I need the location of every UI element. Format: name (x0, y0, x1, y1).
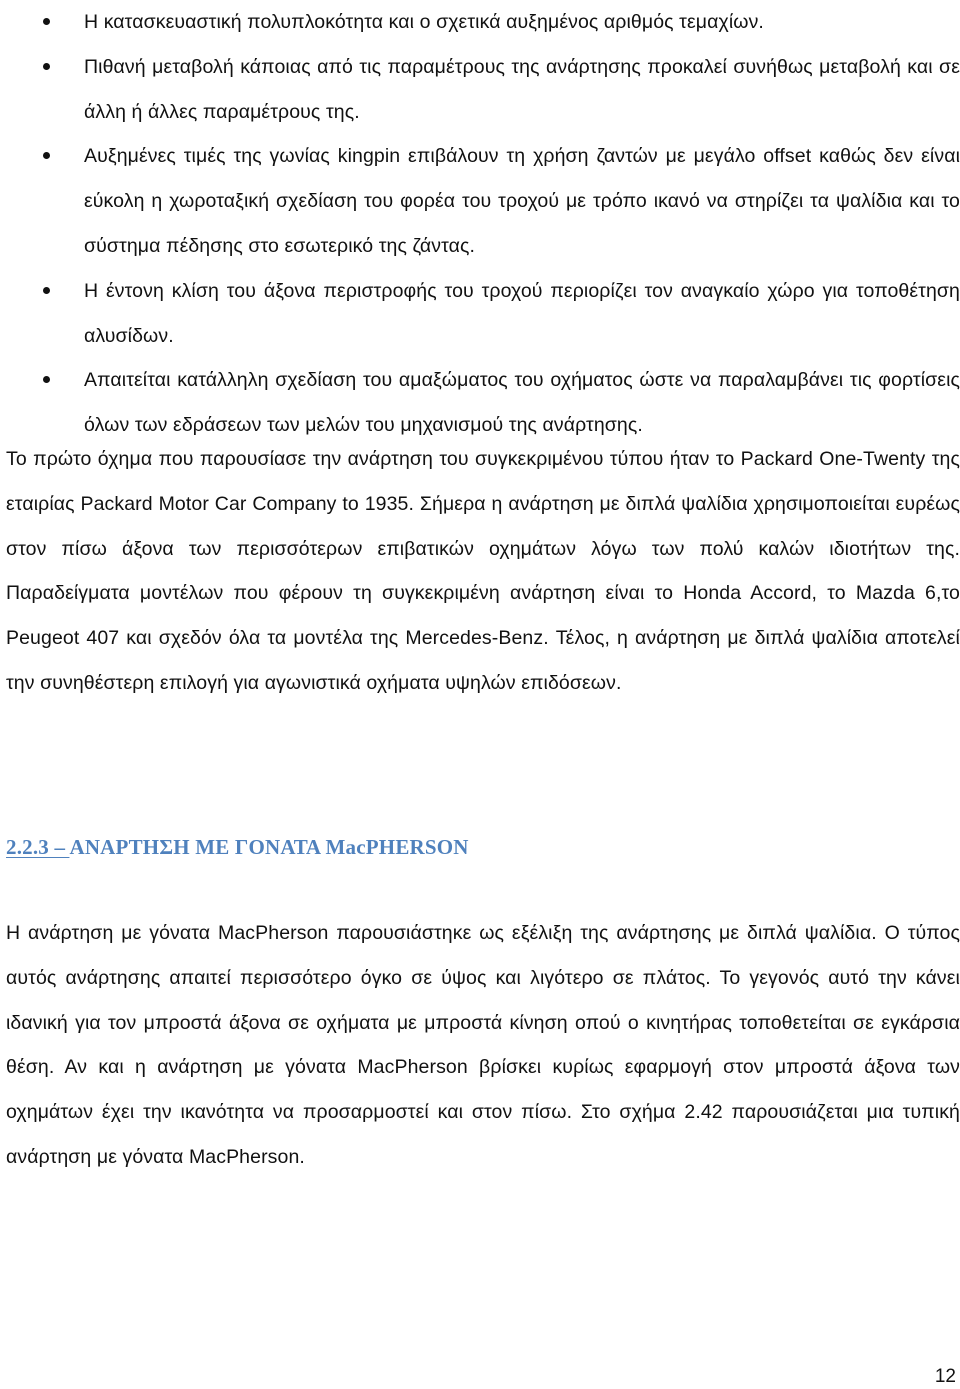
list-item-text: Η κατασκευαστική πολυπλοκότητα και ο σχετικά αυξημένος αριθμός τεμαχίων. (84, 11, 764, 33)
body-paragraph-history: Το πρώτο όχημα που παρουσίασε την ανάρτηση του συγκεκριμένου τύπου ήταν το Packard One-Twenty της εταιρίας Packard Motor Car Company to 1935. Σήμερα η ανάρτηση με διπλά ψαλίδια χρησιμοποιείται ευρέως στον πίσω άξονα των περισσότερων επιβατικών οχημάτων λόγω των πολύ καλών ιδιοτήτων της. Παραδείγματα μοντέλων που φέρουν τη συγκεκριμένη ανάρτηση είναι το Honda Accord, το Mazda 6,το Peugeot 407 και σχεδόν όλα τα μοντέλα της Mercedes-Benz. Τέλος, η ανάρτηση με διπλά ψαλίδια αποτελεί την συνηθέστερη επιλογή για αγωνιστικά οχήματα υψηλών επιδόσεων. (6, 448, 960, 694)
list-item-text: Απαιτείται κατάλληλη σχεδίαση του αμαξώματος του οχήματος ώστε να παραλαμβάνει τις φορτίσεις όλων των εδράσεων των μελών του μηχανισμού της ανάρτησης. (84, 369, 960, 437)
list-item (0, 134, 960, 268)
bullet-icon (43, 152, 50, 159)
section-title: ΑΝΑΡΤΗΣΗ ΜΕ ΓΟΝΑΤΑ MacPHERSON (69, 835, 469, 859)
section-number-underlined (6, 835, 69, 859)
list-item (0, 269, 960, 359)
body-paragraph-macpherson: Η ανάρτηση με γόνατα MacPherson παρουσιάστηκε ως εξέλιξη της ανάρτησης με διπλά ψαλίδια. Ο τύπος αυτός ανάρτησης απαιτεί περισσότερο όγκο σε ύψος και λιγότερο σε πλάτος. Το γεγονός αυτό την κάνει ιδανική για τον μπροστά άξονα σε οχήματα με μπροστά κίνηση οπού ο κινητήρας τοποθετείται σε εγκάρσια θέση. Αν και η ανάρτηση με γόνατα MacPherson βρίσκει κυρίως εφαρμογή στον μπροστά άξονα των οχημάτων έχει την ικανότητα να προσαρμοστεί και στον πίσω. Στο σχήμα 2.42 παρουσιάζεται μια τυπική ανάρτηση με γόνατα MacPherson. (6, 922, 960, 1168)
list-item-text: Η έντονη κλίση του άξονα περιστροφής του τροχού περιορίζει τον αναγκαίο χώρο για τοποθέτηση αλυσίδων. (84, 279, 960, 347)
bullet-icon (43, 287, 50, 294)
disadvantages-list (0, 0, 960, 448)
list-item-text: Πιθανή μεταβολή κάποιας από τις παραμέτρους της ανάρτησης προκαλεί συνήθως μεταβολή και σε άλλη ή άλλες παραμέτρους της. (84, 55, 960, 123)
section-number: 2.2.3 (6, 835, 49, 859)
bullet-icon (43, 376, 50, 383)
section-heading (6, 829, 469, 865)
list-item (0, 0, 960, 45)
list-item (0, 45, 960, 135)
bullet-icon (43, 63, 50, 70)
section-separator: – (49, 835, 70, 859)
bullet-icon (43, 18, 50, 25)
list-item (0, 358, 960, 448)
page-number: 12 (934, 1366, 956, 1387)
list-item-text: Αυξημένες τιμές της γωνίας kingpin επιβάλουν τη χρήση ζαντών με μεγάλο offset καθώς δεν είναι εύκολη η χωροταξική σχεδίαση του φορέα του τροχού με τρόπο ικανό να στηρίζει τα ψαλίδια και το σύστημα πέδησης στο εσωτερικό της ζάντας. (84, 145, 960, 257)
